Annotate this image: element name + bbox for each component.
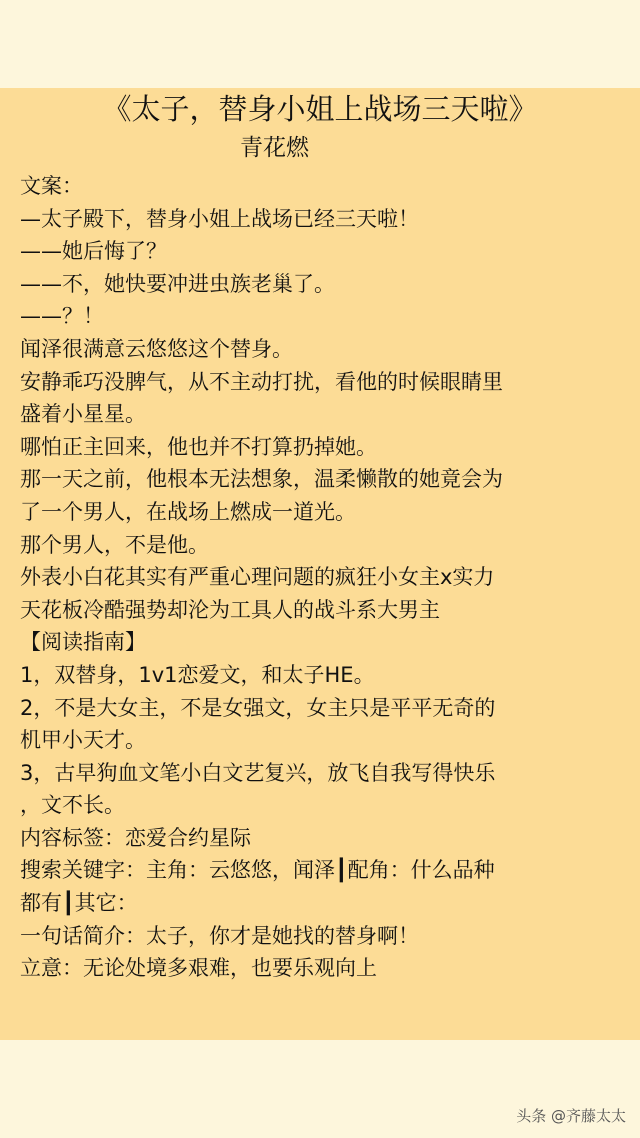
source-watermark: 头条 @齐藤太太 [516,1107,626,1125]
text-line: 1，双替身，1v1恋爱文，和太子HE。 [20,662,375,687]
text-line: 2，不是大女主，不是女强文，女主只是平平无奇的 [20,695,496,720]
text-line: 安静乖巧没脾气，从不主动打扰，看他的时候眼睛里 [20,369,503,394]
text-line: 了一个男人，在战场上燃成一道光。 [20,499,356,524]
text-line: ，文不长。 [20,793,125,818]
text-line: 哪怕正主回来，他也并不打算扔掉她。 [20,434,377,459]
text-line: ——不，她快要冲进虫族老巢了。 [20,271,335,296]
text-line: 盛着小星星。 [20,402,146,427]
text-line: ——她后悔了？ [20,239,167,264]
book-title: 《太子，替身小姐上战场三天啦》 [102,92,538,126]
text-line: 【阅读指南】 [20,630,146,655]
text-line: ——？！ [20,304,104,329]
author-name: 青花燃 [240,135,309,161]
text-line: 内容标签：恋爱合约星际 [20,825,251,850]
text-line: 外表小白花其实有严重心理问题的疯狂小女主x实力 [20,565,495,590]
text-line: 3，古早狗血文笔小白文艺复兴，放飞自我写得快乐 [20,760,496,785]
text-line: 那个男人，不是他。 [20,532,209,557]
text-line: 机甲小天才。 [20,728,146,753]
text-line: 立意：无论处境多艰难，也要乐观向上 [20,956,377,981]
text-line: 文案： [20,174,83,198]
text-line: 一句话简介：太子，你才是她找的替身啊！ [20,923,419,948]
synopsis-text [20,170,628,985]
text-line: 那一天之前，他根本无法想象，温柔懒散的她竟会为 [20,467,503,492]
text-line: —太子殿下，替身小姐上战场已经三天啦！ [20,206,419,231]
text-line: 都有┃其它： [20,891,138,916]
text-line: 天花板冷酷强势却沦为工具人的战斗系大男主 [20,597,440,622]
text-line: 闻泽很满意云悠悠这个替身。 [20,336,293,361]
text-line: 搜索关键字：主角：云悠悠，闻泽┃配角：什么品种 [20,858,495,883]
